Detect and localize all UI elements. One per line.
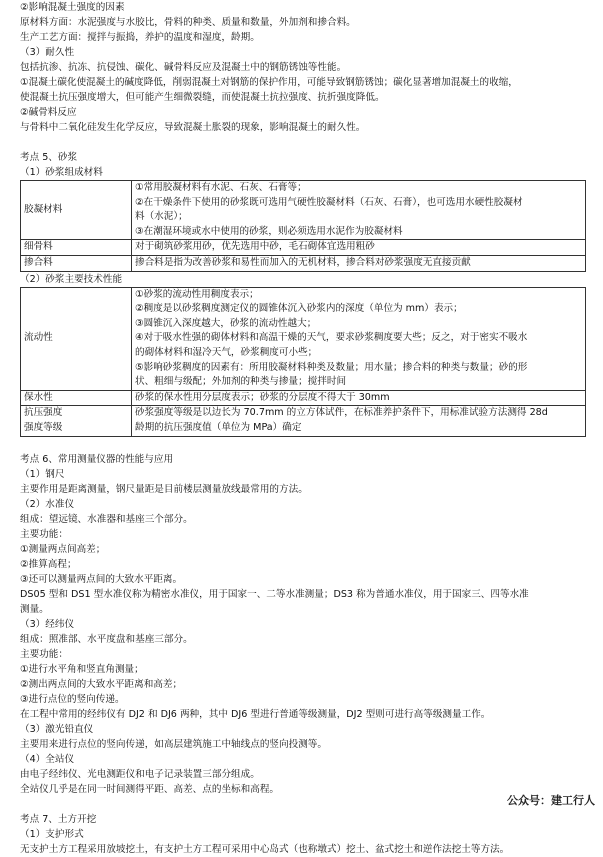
row-label: 流动性 <box>21 287 132 390</box>
table-row <box>21 287 586 390</box>
table-row <box>21 390 586 406</box>
text-line: ③还可以测量两点间的大致水平距离。 <box>20 573 183 585</box>
subsection-title: （1）砂浆组成材料 <box>20 167 103 178</box>
table-row <box>21 240 586 256</box>
row-label <box>21 406 132 436</box>
row-label-line: 抗压强度 <box>24 407 63 419</box>
cell-line: ③圆锥沉入深度越大，砂浆的流动性越大； <box>135 317 317 329</box>
section-6 <box>20 452 588 797</box>
text-line: （4）全站仪 <box>20 753 75 765</box>
text-line: 生产工艺方面：搅拌与振捣，养护的温度和湿度，龄期。 <box>20 32 260 43</box>
row-content <box>132 181 586 240</box>
text-line: 与骨料中二氧化硅发生化学反应，导致混凝土胀裂的现象，影响混凝土的耐久性。 <box>20 122 366 133</box>
cell-line: 砂浆的保水性用分层度表示；砂浆的分层度不得大于 30mm <box>135 391 390 403</box>
text-line: （3）激光铅直仪 <box>20 723 94 735</box>
row-content <box>132 406 586 436</box>
text-line: ①混凝土碳化使混凝土的碱度降低，削弱混凝土对钢筋的保护作用，可能导致钢筋锈蚀；碳化显著增加混凝土的收缩， <box>20 77 518 88</box>
section-5 <box>20 150 588 437</box>
table-row <box>21 255 586 271</box>
text-line: 主要用来进行点位的竖向传递，如高层建筑施工中轴线点的竖向投测等。 <box>20 738 327 750</box>
text-line: ②推算高程； <box>20 558 77 570</box>
row-content <box>132 390 586 406</box>
cell-line: 砂浆强度等级是以边长为 70.7mm 的立方体试件，在标准养护条件下，用标准试验方法测得 28d <box>135 407 548 419</box>
text-line: ②影响混凝土强度的因素 <box>20 2 125 13</box>
text-line: （3）耐久性 <box>20 47 75 58</box>
text-line: 全站仪几乎是在同一时间测得平距、高差、点的坐标和高程。 <box>20 783 280 795</box>
cell-line: 状、粗细与级配；外加剂的种类与掺量；搅拌时间 <box>135 376 347 388</box>
row-label-line: 强度等级 <box>24 421 63 433</box>
row-content <box>132 287 586 390</box>
cell-line: ①砂浆的流动性用稠度表示； <box>135 288 259 300</box>
document-page <box>20 0 588 857</box>
text-line: （1）钢尺 <box>20 468 65 480</box>
text-line: 主要功能： <box>20 528 68 540</box>
mortar-materials-table <box>20 180 586 272</box>
table-row <box>21 406 586 436</box>
cell-line: 掺合料是指为改善砂浆和易性而加入的无机材料，掺合料对砂浆强度无直接贡献 <box>135 256 471 268</box>
cell-line: ④对于吸水性强的砌体材料和高温干燥的天气，要求砂浆稠度要大些；反之，对于密实不吸水 <box>135 332 528 344</box>
text-line: ②碱骨料反应 <box>20 107 77 118</box>
text-line: 无支护土方工程采用放坡挖土，有支护土方工程可采用中心岛式（也称墩式）挖土、盆式挖土和逆作法挖土等方法。 <box>20 843 510 855</box>
text-line: 原材料方面：水泥强度与水胶比，骨料的种类、质量和数量，外加剂和掺合料。 <box>20 17 356 28</box>
table-row <box>21 181 586 240</box>
section-title: 考点 6、常用测量仪器的性能与应用 <box>20 453 174 465</box>
section-title: 考点 5、砂浆 <box>20 152 78 163</box>
row-label: 细骨料 <box>21 240 132 256</box>
text-line: ①进行水平角和竖直角测量； <box>20 663 144 675</box>
text-line: 测量。 <box>20 603 49 615</box>
intro-block <box>20 0 588 135</box>
text-line: DS05 型和 DS1 型水准仪称为精密水准仪，用于国家一、二等水准测量；DS3 称为普通水准仪，用于国家三、四等水准 <box>20 588 529 600</box>
row-content <box>132 240 586 256</box>
text-line: 包括抗渗、抗冻、抗侵蚀、碳化、碱骨料反应及混凝土中的钢筋锈蚀等性能。 <box>20 62 347 73</box>
text-line: 主要作用是距离测量，钢尺量距是目前楼层测量放线最常用的方法。 <box>20 483 308 495</box>
text-line: 在工程中常用的经纬仪有 DJ2 和 DJ6 两种，其中 DJ6 型进行普通等级测量，DJ2 型则可进行高等级测量工作。 <box>20 708 491 720</box>
watermark: 公众号：建工行人 <box>507 794 595 807</box>
cell-line: 料（水泥）； <box>135 211 188 223</box>
row-content <box>132 255 586 271</box>
text-line: 组成：望远镜、水准器和基座三个部分。 <box>20 513 193 525</box>
text-line: ③进行点位的竖向传递。 <box>20 693 125 705</box>
row-label: 胶凝材料 <box>21 181 132 240</box>
text-line: 组成：照准部、水平度盘和基座三部分。 <box>20 633 193 645</box>
text-line: （3）经纬仪 <box>20 618 75 630</box>
cell-line: ②在干燥条件下使用的砂浆既可选用气硬性胶凝材料（石灰、石膏），也可选用水硬性胶凝材 <box>135 196 523 208</box>
cell-line: 龄期的抗压强度值（单位为 MPa）确定 <box>135 421 302 433</box>
text-line: ②测出两点间的大致水平距离和高差； <box>20 678 183 690</box>
cell-line: ②稠度是以砂浆稠度测定仪的圆锥体沉入砂浆内的深度（单位为 mm）表示； <box>135 303 463 315</box>
text-line: 由电子经纬仪、光电测距仪和电子记录装置三部分组成。 <box>20 768 260 780</box>
cell-line: 对于砌筑砂浆用砂，优先选用中砂，毛石砌体宜选用粗砂 <box>135 241 375 253</box>
cell-line: ⑤影响砂浆稠度的因素有：所用胶凝材料种类及数量；用水量；掺合料的种类与数量；砂的形 <box>135 361 528 373</box>
cell-line: 的砌体材料和湿冷天气，砂浆稠度可小些； <box>135 346 318 358</box>
row-label: 掺合料 <box>21 255 132 271</box>
section-title: 考点 7、土方开挖 <box>20 813 97 825</box>
text-line: 使混凝土抗压强度增大，但可能产生细微裂缝，而使混凝土抗拉强度、抗折强度降低。 <box>20 92 385 103</box>
cell-line: ③在潮湿环境或水中使用的砂浆，则必须选用水泥作为胶凝材料 <box>135 225 403 237</box>
cell-line: ①常用胶凝材料有水泥、石灰、石膏等； <box>135 182 307 193</box>
subsection-title: （2）砂浆主要技术性能 <box>20 273 123 285</box>
text-line: （1）支护形式 <box>20 828 84 840</box>
text-line: ①测量两点间高差； <box>20 543 106 555</box>
row-label: 保水性 <box>21 390 132 406</box>
text-line: 主要功能： <box>20 648 68 660</box>
mortar-properties-table <box>20 287 586 437</box>
section-7 <box>20 812 588 857</box>
text-line: （2）水准仪 <box>20 498 75 510</box>
